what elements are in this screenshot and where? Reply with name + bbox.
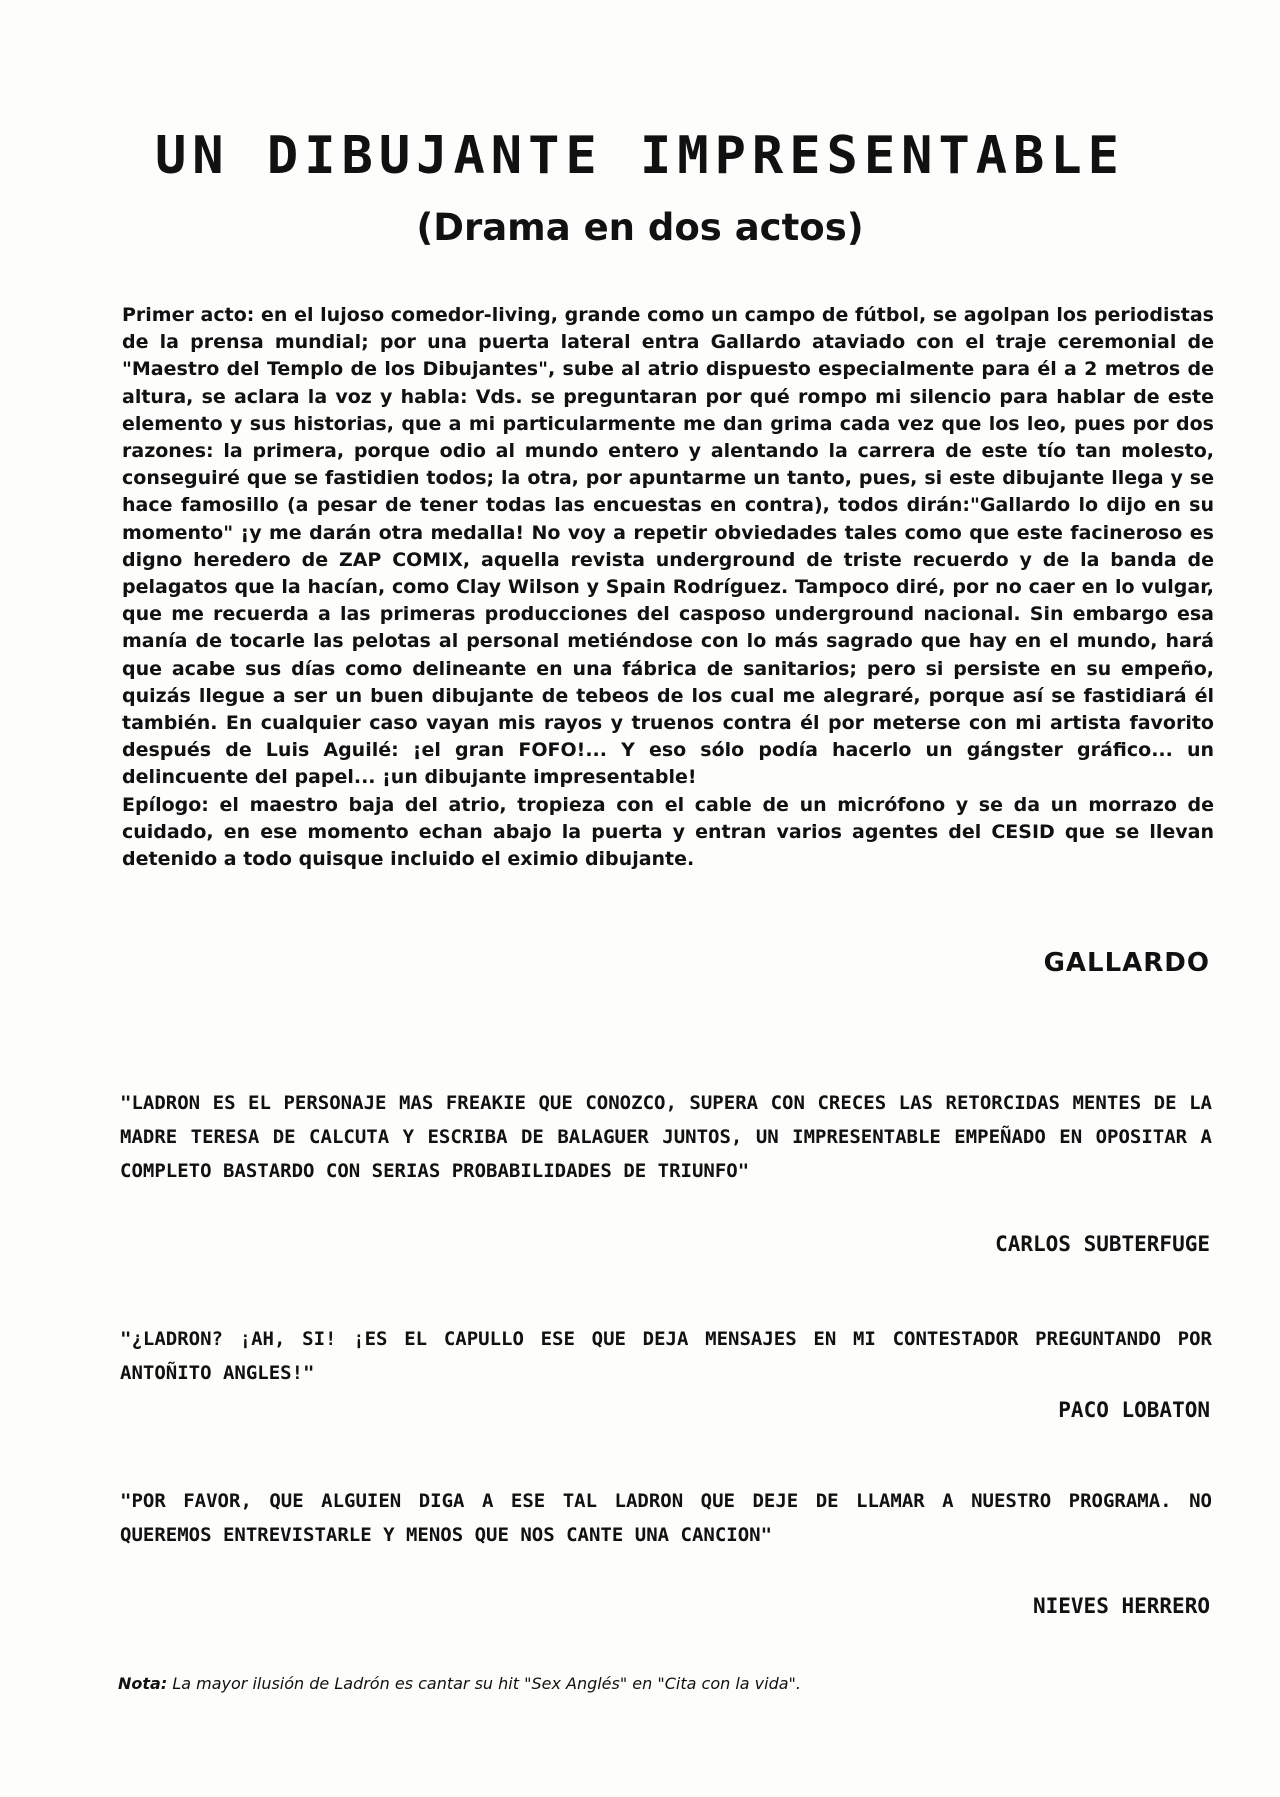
page-subtitle: (Drama en dos actos) [416,206,864,249]
footnote-label: Nota: [118,1674,168,1693]
quote-text: "¿LADRON? ¡AH, SI! ¡ES EL CAPULLO ESE QUE DEJA MENSAJES EN MI CONTESTADOR PREGUNTANDO POR ANTOÑITO ANGLES!" [120,1328,1212,1384]
quote-author: CARLOS SUBTERFUGE [995,1232,1210,1256]
quote-author: PACO LOBATON [1058,1398,1210,1422]
paragraph-epilogue: Epílogo: el maestro baja del atrio, tropieza con el cable de un micrófono y se da un morrazo de cuidado, en ese momento echan abajo la puerta y entran varios agentes del CESID que se llevan detenido a todo quisque incluido el eximio dibujante. [122,793,1214,871]
quote-text: "POR FAVOR, QUE ALGUIEN DIGA A ESE TAL LADRON QUE DEJE DE LLAMAR A NUESTRO PROGRAMA. NO QUEREMOS ENTREVISTARLE Y MENOS QUE NOS CANTE UNA CANCION" [120,1490,1212,1546]
main-text [122,302,1214,873]
quote-author: NIEVES HERRERO [1032,1594,1210,1618]
author-signature: GALLARDO [1043,948,1210,978]
footnote-text: La mayor ilusión de Ladrón es cantar su hit "Sex Anglés" en "Cita con la vida". [167,1674,801,1693]
footnote [118,1674,801,1693]
page-title: UN DIBUJANTE IMPRESENTABLE [155,126,1125,186]
quote-text: "LADRON ES EL PERSONAJE MAS FREAKIE QUE CONOZCO, SUPERA CON CRECES LAS RETORCIDAS MENTES DE LA MADRE TERESA DE CALCUTA Y ESCRIBA DE BALAGUER JUNTOS, UN IMPRESENTABLE EMPEÑADO EN OPOSITAR A COMPLETO BASTARDO CON SERIAS PROBABILIDADES DE TRIUNFO" [120,1092,1212,1182]
paragraph-first-act: Primer acto: en el lujoso comedor-living, grande como un campo de fútbol, se agolpan los periodistas de la prensa mundial; por una puerta lateral entra Gallardo ataviado con el traje ceremonial de "Maestro del Templo de los Dibujantes", sube al atrio dispuesto especialmente para él a 2 metros de altura, se aclara la voz y habla: Vds. se preguntaran por qué rompo mi silencio para hablar de este elemento y sus historias, que a mi particularmente me dan grima cada vez que los leo, pues por dos razones: la primera, porque odio al mundo entero y alentando la carrera de este tío tan molesto, conseguiré que se fastidien todos; la otra, por apuntarme un tanto, pues, si este dibujante llega y se hace famosillo (a pesar de tener todas las encuestas en contra), todos dirán:"Gallardo lo dijo en su momento" ¡y me darán otra medalla! No voy a repetir obviedades tales como que este facineroso es digno heredero de ZAP COMIX, aquella revista underground de triste recuerdo y de la banda de pelagatos que la hacían, como Clay Wilson y Spain Rodríguez. Tampoco diré, por no caer en lo vulgar, que me recuerda a las primeras producciones del casposo underground nacional. Sin embargo esa manía de tocarle las pelotas al personal metiéndose con lo más sagrado que hay en el mundo, hará que acabe sus días como delineante en una fábrica de sanitarios; pero si persiste en su empeño, quizás llegue a ser un buen dibujante de tebeos de los cual me alegraré, porque así se fastidiará él también. En cualquier caso vayan mis rayos y truenos contra él por meterse con mi artista favorito después de Luis Aguilé: ¡el gran FOFO!... Y eso sólo podía hacerlo un gángster gráfico... un delincuente del papel... ¡un dibujante impresentable! [122,304,1214,789]
